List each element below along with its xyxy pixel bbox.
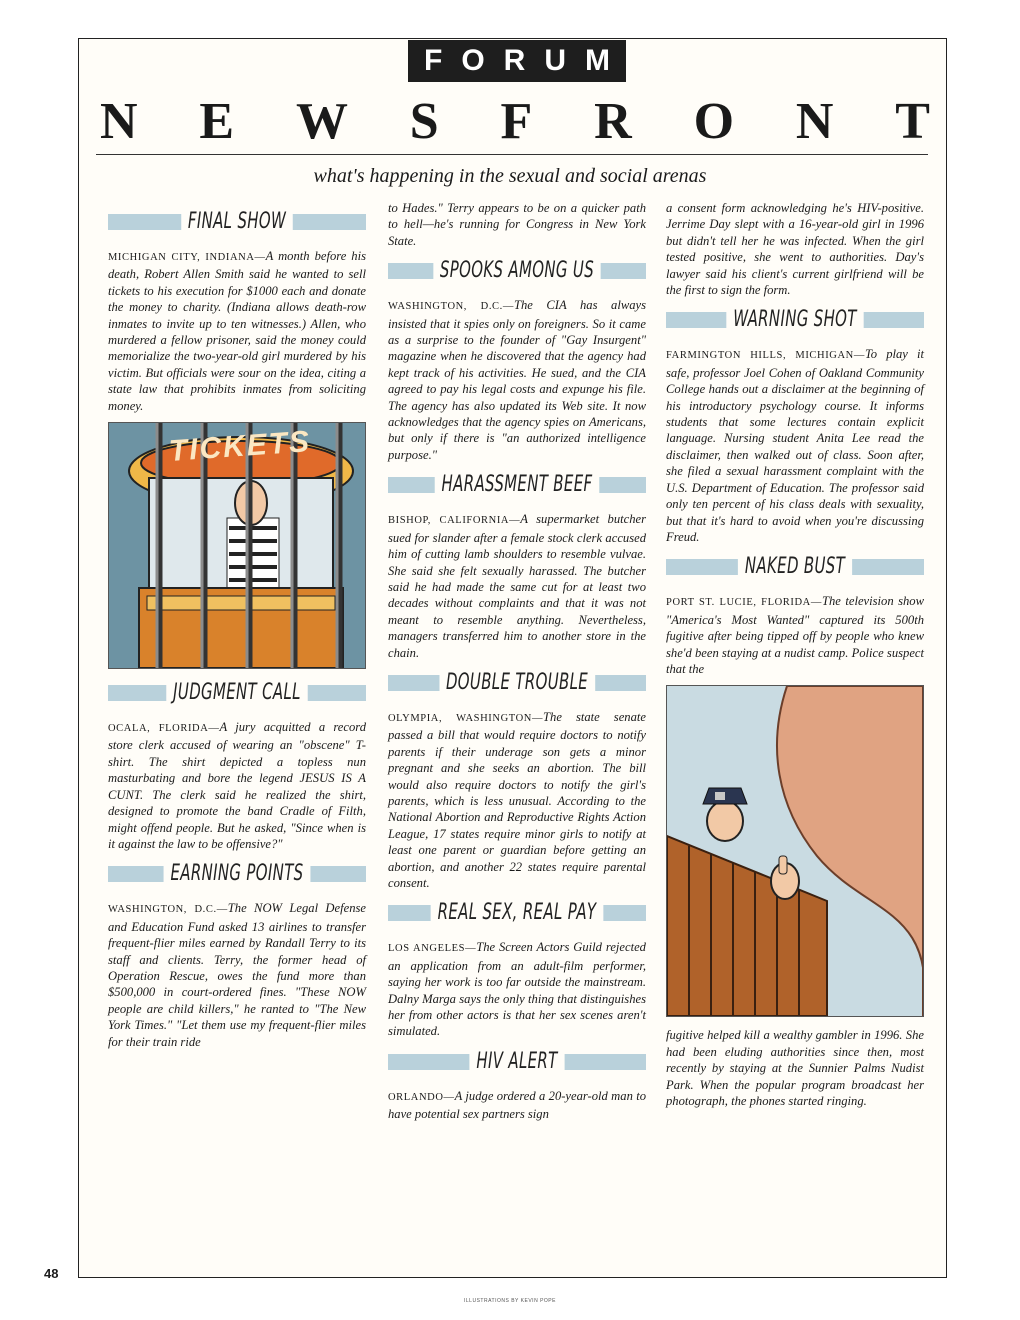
heading-text: WARNING SHOT (726, 307, 863, 332)
article-earning-points (108, 900, 366, 1050)
column-2 (388, 200, 646, 1129)
dateline: WASHINGTON, D.C.— (388, 301, 514, 313)
dateline: WASHINGTON, D.C.— (108, 904, 228, 916)
dateline: ORLANDO— (388, 1091, 455, 1103)
title-letter: E (199, 93, 235, 150)
tickets-sign: TICKETS (167, 425, 313, 468)
title-letter: R (594, 93, 632, 150)
page-number: 48 (44, 1266, 59, 1281)
dateline: MICHIGAN CITY, INDIANA— (108, 252, 266, 263)
heading-text: HIV ALERT (470, 1049, 565, 1074)
section-heading (666, 553, 924, 581)
title-letter: F (500, 93, 533, 150)
dateline: OLYMPIA, WASHINGTON— (388, 712, 544, 724)
dateline: BISHOP, CALIFORNIA— (388, 515, 521, 527)
masthead-title (100, 92, 930, 151)
title-letter: S (409, 93, 439, 150)
article-naked-bust-continued: fugitive helped kill a wealthy gambler in 1996. She had been eluding authorities since then, most recently by staying at the Sunnier Palms Nudist Park. When the popular program broadcast her photograph, the phones started ringing. (666, 1028, 924, 1108)
heading-text: FINAL SHOW (181, 209, 293, 234)
article-final-show (108, 248, 366, 414)
section-heading (108, 860, 366, 888)
column-1 (108, 200, 366, 1056)
title-letter: N (795, 93, 834, 150)
heading-text: REAL SEX, REAL PAY (431, 900, 603, 925)
dateline: OCALA, FLORIDA— (108, 723, 220, 735)
article-text: A month before his death, Robert Allen Smith said he wanted to sell tickets to his execution for $1000 each and donate the money to charity. (Indiana allows death-row inmates to invite up to ten witnesses.) Allen, who murdered a fellow prisoner, said the money could memorialize the two-year-old girl murdered by his victim. But officials were sour on the idea, citing a state law that prohibits inmates from soliciting money. (108, 249, 366, 413)
article-text: The Screen Actors Guild rejected an application from an adult-film performer, saying her work is too far outside the mainstream. Dalny Marga says the only thing that distinguishes her from other actors is that her sex scenes aren't simulated. (388, 940, 646, 1039)
article-judgment-call (108, 719, 366, 852)
title-letter: O (693, 93, 735, 150)
column-3 (666, 200, 924, 1115)
illustration-credit: ILLUSTRATIONS BY KEVIN POPE (464, 1298, 556, 1304)
section-heading (388, 1048, 646, 1076)
article-warning-shot (666, 346, 924, 545)
article-text: A judge ordered a 20-year-old man to have potential sex partners sign (388, 1088, 646, 1122)
subtitle: what's happening in the sexual and social arenas (313, 165, 707, 187)
article-spooks (388, 297, 646, 463)
heading-text: SPOOKS AMONG US (433, 258, 601, 283)
dateline: FARMINGTON HILLS, MICHIGAN— (666, 350, 865, 362)
dateline: LOS ANGELES— (388, 943, 477, 955)
heading-text: HARASSMENT BEEF (435, 472, 599, 497)
section-heading (388, 257, 646, 285)
article-text: To play it safe, professor Joel Cohen of Oakland Community College hands out a disclaimer at the beginning of his introductory psychology course. It informs students that some lectures contain explicit language. Nursing student Anita Lee read the disclaimer, then walked out of class. Soon after, she filed a sexual harassment complaint with the U.S. Department of Education. The professor said only ten percent of his class deals with sexuality, but that it's hard to avoid when you're discussing Freud. (666, 347, 924, 544)
section-heading (108, 208, 366, 236)
heading-text: JUDGMENT CALL (166, 680, 307, 705)
article-hiv-alert (388, 1088, 646, 1123)
title-letter: N (100, 93, 138, 150)
heading-text: EARNING POINTS (164, 861, 311, 886)
title-letter: T (895, 93, 930, 150)
masthead-rule (96, 154, 928, 155)
article-text: A jury acquitted a record store clerk accused of wearing an "obscene" T-shirt. The shirt depicted a topless nun masturbating and bore the legend JESUS IS A CUNT. The clerk said he realized the shirt, designed to promote the band Cradle of Filth, might offend people. But he asked, "Since when is it against the law to be offensive?" (108, 720, 366, 851)
title-letter: W (295, 93, 348, 150)
tickets-illustration (108, 422, 366, 669)
officer-fence-drawing (667, 686, 923, 1016)
section-heading (108, 679, 366, 707)
article-text: The CIA has always insisted that it spies only on foreigners. So it came as a surprise to the founder of "Gay Insurgent" magazine when he discovered that the agency had kept track of his activities. He sued, and the CIA agreed to pay his legal costs and expunge his file. The agency has also updated its Web site. It now acknowledges that the agency spies on Americans, but only if there is "an authorized intelligence purpose." (388, 298, 647, 462)
article-text: A supermarket butcher sued for slander after a female stock clerk accused him of cutting lamb shoulders to resemble vulvae. She said she felt sexually harassed. The butcher said he had made the same cut for at least two decades without complaints and that it was not meant to resemble anything. Nevertheless, managers transferred him to another store in the chain. (388, 512, 646, 660)
section-heading (388, 471, 646, 499)
section-heading (388, 899, 646, 927)
article-harassment (388, 511, 646, 661)
article-naked-bust (666, 593, 924, 677)
article-text: The NOW Legal Defense and Education Fund asked 13 airlines to transfer frequent-flier miles earned by Randall Terry to its staff and clients. Terry, the former head of Operation Rescue, owes the fund more than $500,000 in court-ordered fines. "These NOW people are child killers," he ranted to "The New York Times." "Let them use my frequent-flier miles for their train ride (108, 901, 366, 1049)
section-heading (666, 306, 924, 334)
heading-text: NAKED BUST (738, 554, 852, 579)
article-double-trouble (388, 709, 646, 891)
article-continued: a consent form acknowledging he's HIV-positive. Jerrime Day slept with a 16-year-old girl in 1996 but didn't tell her he was infected. When the girl tested positive, she went to authorities. Day's lawyer said his client's current girlfriend will be the first to sign the form. (666, 201, 924, 298)
article-text: The state senate passed a bill that would require doctors to notify parents if their underage son gets a minor pregnant and she seeks an abortion. The bill would also require doctors to notify the girl's parents, which is less unusual. According to the National Abortion and Reproductive Rights Action League, 17 states require minor girls to notify at least one parent or guardian before getting an abortion, and another 22 states require parental consent. (388, 709, 646, 890)
section-heading (388, 669, 646, 697)
article-real-sex (388, 939, 646, 1039)
section-label: FORUM (408, 40, 626, 82)
nudist-camp-illustration (666, 685, 924, 1017)
heading-text: DOUBLE TROUBLE (439, 670, 595, 695)
article-continued: to Hades." Terry appears to be on a quicker path to hell—he's running for Congress in New York State. (388, 201, 646, 248)
dateline: PORT ST. LUCIE, FLORIDA— (666, 597, 822, 609)
article-text: The television show "America's Most Wanted" captured its 500th fugitive after being tipped off by people who knew she'd been staying at a nudist camp. Police suspect that the (666, 594, 924, 676)
